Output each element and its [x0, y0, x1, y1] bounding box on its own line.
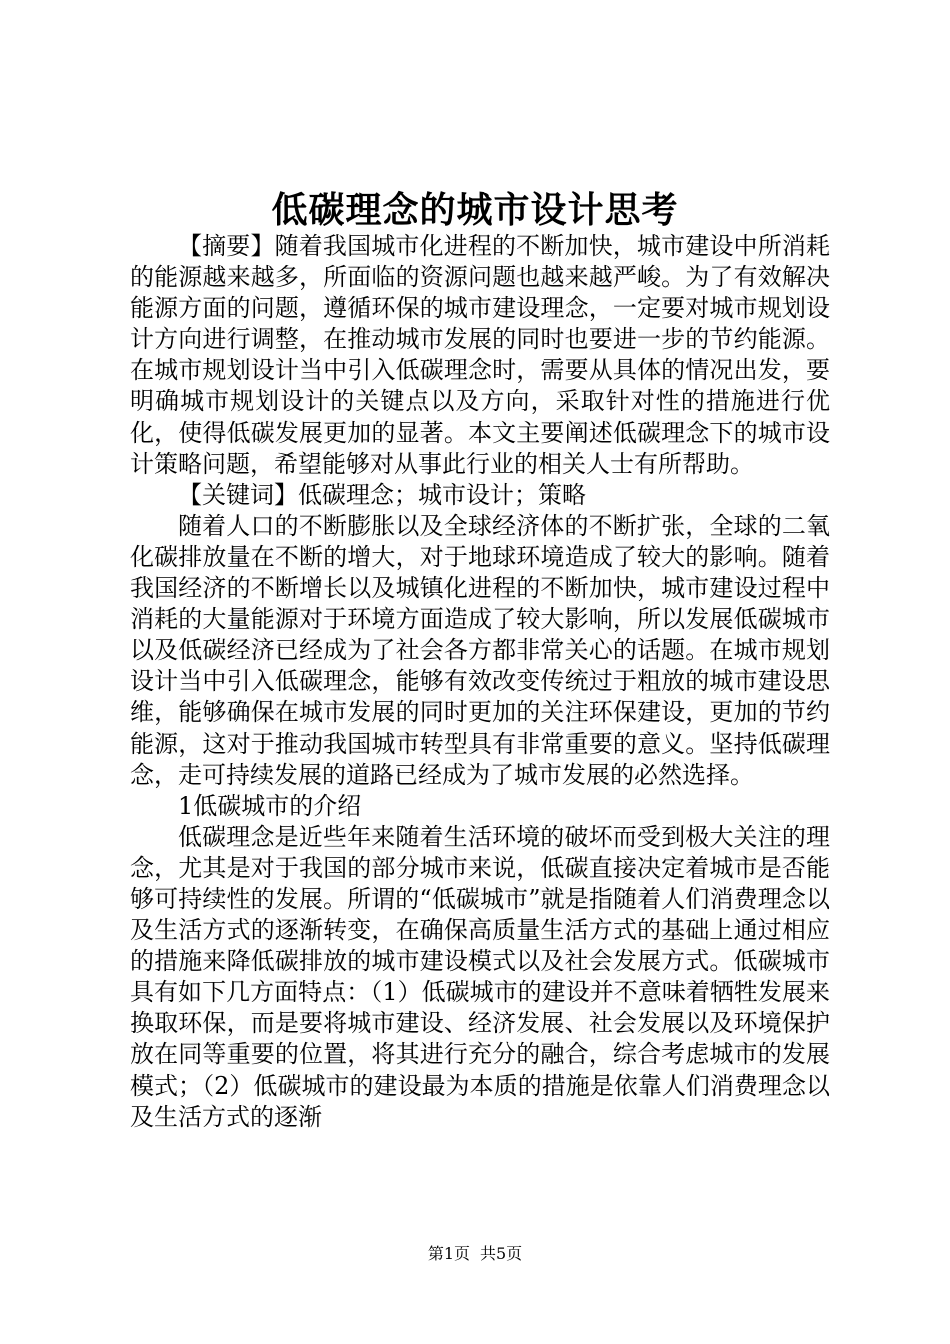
page-footer — [0, 1243, 950, 1265]
document-body — [130, 231, 830, 1133]
document-title: 低碳理念的城市设计思考 — [271, 189, 679, 231]
section-heading: 1低碳城市的介绍 — [178, 791, 362, 820]
section-paragraph: 低碳理念是近些年来随着生活环境的破坏而受到极大关注的理念，尤其是对于我国的部分城市来说，低碳直接决定着城市是否能够可持续性的发展。所谓的“低碳城市”就是指随着人们消费理念以及生活方式的逐渐转变，在确保高质量生活方式的基础上通过相应的措施来降低碳排放的城市建设模式以及社会发展方式。低碳城市具有如下几方面特点：（1）低碳城市的建设并不意味着牺牲发展来换取环保，而是要将城市建设、经济发展、社会发展以及环境保护放在同等重要的位置，将其进行充分的融合，综合考虑城市的发展模式；（2）低碳城市的建设最为本质的措施是依靠人们消费理念以及生活方式的逐渐 — [130, 822, 830, 1131]
page-number: 第1页 — [427, 1244, 470, 1263]
abstract-paragraph: 【摘要】随着我国城市化进程的不断加快，城市建设中所消耗的能源越来越多，所面临的资源问题也越来越严峻。为了有效解决能源方面的问题，遵循环保的城市建设理念，一定要对城市规划设计方向进行调整，在推动城市发展的同时也要进一步的节约能源。在城市规划设计当中引入低碳理念时，需要从具体的情况出发，要明确城市规划设计的关键点以及方向，采取针对性的措施进行优化，使得低碳发展更加的显著。本文主要阐述低碳理念下的城市设计策略问题，希望能够对从事此行业的相关人士有所帮助。 — [130, 232, 830, 478]
page-total: 共5页 — [480, 1244, 523, 1263]
keywords-paragraph: 【关键词】低碳理念；城市设计；策略 — [178, 480, 586, 509]
intro-paragraph: 随着人口的不断膨胀以及全球经济体的不断扩张，全球的二氧化碳排放量在不断的增大，对于地球环境造成了较大的影响。随着我国经济的不断增长以及城镇化进程的不断加快，城市建设过程中消耗的大量能源对于环境方面造成了较大影响，所以发展低碳城市以及低碳经济已经成为了社会各方都非常关心的话题。在城市规划设计当中引入低碳理念，能够有效改变传统过于粗放的城市建设思维，能够确保在城市发展的同时更加的关注环保建设，更加的节约能源，这对于推动我国城市转型具有非常重要的意义。坚持低碳理念，走可持续发展的道路已经成为了城市发展的必然选择。 — [130, 511, 830, 789]
